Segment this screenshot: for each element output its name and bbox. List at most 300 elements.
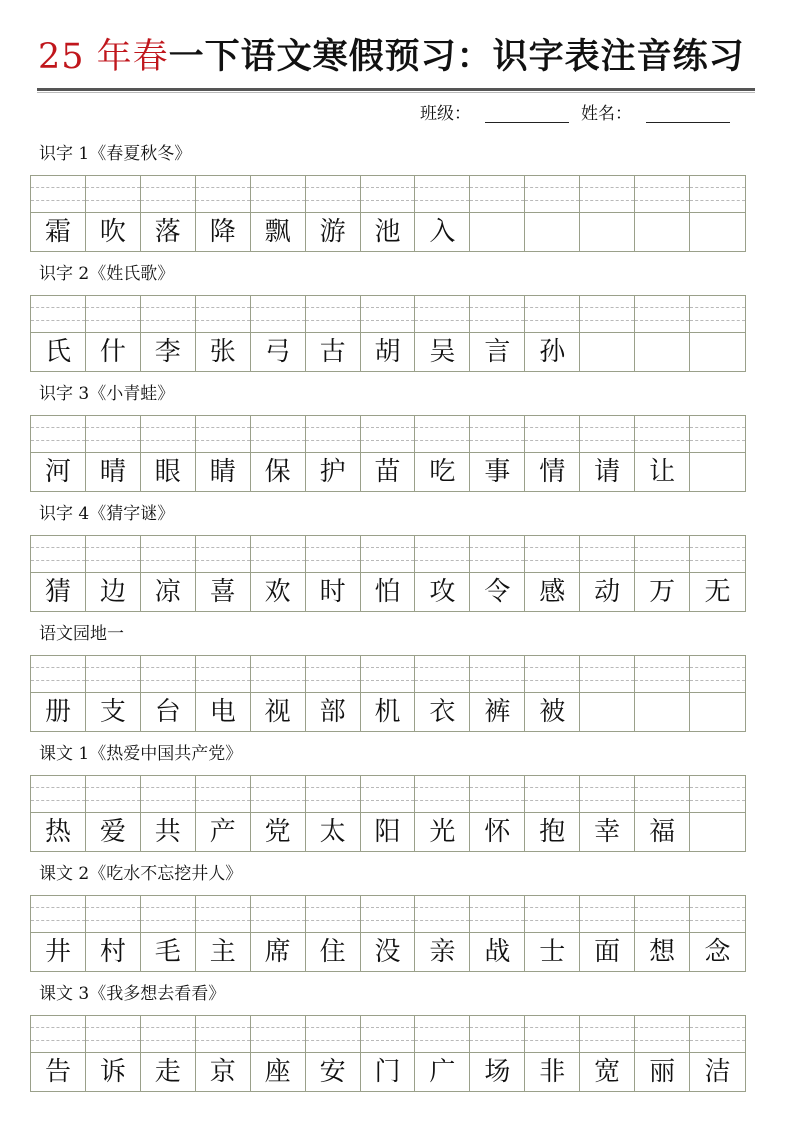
- grid-cell: [306, 1016, 361, 1091]
- pinyin-writing-area[interactable]: [580, 536, 634, 573]
- grid-cell: [251, 1016, 306, 1091]
- hanzi-character: 霜: [44, 217, 71, 247]
- hanzi-character: [690, 333, 745, 371]
- grid-cell: [306, 896, 361, 971]
- grid-cell: [86, 416, 141, 491]
- grid-cell: [361, 896, 416, 971]
- pinyin-writing-area[interactable]: [251, 1016, 305, 1053]
- grid-cell: [306, 776, 361, 851]
- hanzi-character: 毛: [154, 937, 181, 967]
- pinyin-grid: [30, 655, 746, 732]
- grid-cell: [580, 296, 635, 371]
- grid-cell: [196, 1016, 251, 1091]
- grid-cell: [361, 416, 416, 491]
- hanzi-character: 热: [44, 817, 71, 847]
- pinyin-writing-area[interactable]: [31, 296, 85, 333]
- grid-cell: [196, 176, 251, 251]
- pinyin-writing-area[interactable]: [635, 416, 689, 453]
- grid-cell: [251, 176, 306, 251]
- hanzi-character: [580, 333, 634, 371]
- pinyin-writing-area[interactable]: [141, 296, 195, 333]
- grid-cell: [580, 896, 635, 971]
- hanzi-character: 座: [264, 1057, 291, 1087]
- pinyin-writing-area[interactable]: [86, 656, 140, 693]
- pinyin-writing-area[interactable]: [361, 416, 415, 453]
- grid-cell: [141, 176, 196, 251]
- pinyin-writing-area[interactable]: [690, 176, 745, 213]
- grid-cell: [690, 656, 745, 731]
- pinyin-writing-area[interactable]: [525, 536, 579, 573]
- hanzi-character: 喜: [209, 577, 236, 607]
- grid-cell: [306, 656, 361, 731]
- grid-cell: [141, 776, 196, 851]
- grid-cell: [635, 536, 690, 611]
- pinyin-writing-area[interactable]: [470, 656, 524, 693]
- pinyin-writing-area[interactable]: [525, 776, 579, 813]
- pinyin-writing-area[interactable]: [690, 296, 745, 333]
- hanzi-character: 吃: [429, 457, 456, 487]
- class-field[interactable]: [485, 104, 569, 123]
- pinyin-writing-area[interactable]: [415, 416, 469, 453]
- pinyin-writing-area[interactable]: [635, 776, 689, 813]
- hanzi-character: 非: [539, 1057, 566, 1087]
- hanzi-character: [690, 813, 745, 851]
- section-label: 识字 3《小青蛙》: [39, 384, 175, 404]
- pinyin-writing-area[interactable]: [251, 776, 305, 813]
- hanzi-character: 部: [319, 697, 346, 727]
- grid-cell: [525, 776, 580, 851]
- hanzi-character: 诉: [99, 1057, 126, 1087]
- hanzi-character: 边: [99, 577, 126, 607]
- grid-cell: [31, 1016, 86, 1091]
- pinyin-writing-area[interactable]: [196, 896, 250, 933]
- pinyin-writing-area[interactable]: [415, 656, 469, 693]
- hanzi-character: 支: [99, 697, 126, 727]
- pinyin-writing-area[interactable]: [635, 1016, 689, 1053]
- pinyin-writing-area[interactable]: [525, 416, 579, 453]
- grid-cell: [141, 416, 196, 491]
- grid-cell: [31, 176, 86, 251]
- pinyin-writing-area[interactable]: [31, 896, 85, 933]
- hanzi-character: [580, 693, 634, 731]
- grid-cell: [470, 776, 525, 851]
- grid-cell: [251, 656, 306, 731]
- pinyin-writing-area[interactable]: [196, 1016, 250, 1053]
- hanzi-character: 面: [594, 937, 621, 967]
- grid-cell: [196, 536, 251, 611]
- hanzi-character: 被: [539, 697, 566, 727]
- pinyin-writing-area[interactable]: [196, 176, 250, 213]
- pinyin-writing-area[interactable]: [470, 896, 524, 933]
- grid-cell: [635, 1016, 690, 1091]
- pinyin-grid: [30, 295, 746, 372]
- grid-cell: [31, 776, 86, 851]
- hanzi-character: 张: [209, 337, 236, 367]
- grid-cell: [306, 416, 361, 491]
- practice-section: [30, 623, 746, 743]
- grid-cell: [690, 296, 745, 371]
- pinyin-writing-area[interactable]: [86, 776, 140, 813]
- hanzi-character: 门: [374, 1057, 401, 1087]
- pinyin-writing-area[interactable]: [361, 896, 415, 933]
- practice-section: [30, 743, 746, 863]
- hanzi-character: 怕: [374, 577, 401, 607]
- hanzi-character: 睛: [209, 457, 236, 487]
- grid-cell: [525, 176, 580, 251]
- section-label: 语文园地一: [39, 624, 124, 644]
- pinyin-writing-area[interactable]: [196, 296, 250, 333]
- hanzi-character: 请: [594, 457, 621, 487]
- grid-cell: [86, 896, 141, 971]
- hanzi-character: [580, 213, 634, 251]
- grid-cell: [31, 536, 86, 611]
- pinyin-writing-area[interactable]: [361, 656, 415, 693]
- pinyin-writing-area[interactable]: [306, 416, 360, 453]
- pinyin-writing-area[interactable]: [525, 176, 579, 213]
- grid-cell: [141, 1016, 196, 1091]
- pinyin-writing-area[interactable]: [470, 176, 524, 213]
- grid-cell: [251, 536, 306, 611]
- grid-cell: [196, 776, 251, 851]
- pinyin-writing-area[interactable]: [415, 296, 469, 333]
- grid-cell: [251, 896, 306, 971]
- grid-cell: [525, 656, 580, 731]
- pinyin-writing-area[interactable]: [525, 656, 579, 693]
- grid-cell: [361, 776, 416, 851]
- pinyin-writing-area[interactable]: [251, 296, 305, 333]
- grid-cell: [690, 776, 745, 851]
- hanzi-character: 席: [264, 937, 291, 967]
- grid-cell: [525, 896, 580, 971]
- grid-cell: [580, 1016, 635, 1091]
- hanzi-character: 保: [264, 457, 291, 487]
- grid-cell: [415, 656, 470, 731]
- pinyin-writing-area[interactable]: [525, 896, 579, 933]
- pinyin-writing-area[interactable]: [251, 656, 305, 693]
- pinyin-writing-area[interactable]: [306, 776, 360, 813]
- pinyin-writing-area[interactable]: [141, 896, 195, 933]
- grid-cell: [415, 176, 470, 251]
- pinyin-writing-area[interactable]: [470, 1016, 524, 1053]
- pinyin-writing-area[interactable]: [361, 176, 415, 213]
- grid-cell: [690, 536, 745, 611]
- grid-cell: [31, 416, 86, 491]
- pinyin-writing-area[interactable]: [525, 296, 579, 333]
- pinyin-writing-area[interactable]: [86, 896, 140, 933]
- pinyin-writing-area[interactable]: [251, 416, 305, 453]
- grid-cell: [525, 536, 580, 611]
- pinyin-writing-area[interactable]: [470, 296, 524, 333]
- pinyin-writing-area[interactable]: [251, 896, 305, 933]
- hanzi-character: 河: [44, 457, 71, 487]
- pinyin-writing-area[interactable]: [415, 896, 469, 933]
- hanzi-character: 猜: [44, 577, 71, 607]
- hanzi-character: 村: [99, 937, 126, 967]
- pinyin-writing-area[interactable]: [690, 776, 745, 813]
- hanzi-character: 井: [44, 937, 71, 967]
- pinyin-writing-area[interactable]: [525, 1016, 579, 1053]
- hanzi-character: 孙: [539, 337, 566, 367]
- pinyin-writing-area[interactable]: [141, 536, 195, 573]
- grid-cell: [86, 1016, 141, 1091]
- pinyin-writing-area[interactable]: [86, 416, 140, 453]
- hanzi-character: 弓: [264, 337, 291, 367]
- grid-cell: [470, 296, 525, 371]
- grid-cell: [470, 896, 525, 971]
- grid-cell: [86, 176, 141, 251]
- pinyin-writing-area[interactable]: [86, 296, 140, 333]
- pinyin-writing-area[interactable]: [635, 896, 689, 933]
- hanzi-character: 抱: [539, 817, 566, 847]
- hanzi-character: 怀: [484, 817, 511, 847]
- class-label: 班级：: [420, 104, 471, 124]
- pinyin-writing-area[interactable]: [31, 656, 85, 693]
- pinyin-writing-area[interactable]: [361, 776, 415, 813]
- hanzi-character: 欢: [264, 577, 291, 607]
- grid-cell: [415, 896, 470, 971]
- hanzi-character: 视: [264, 697, 291, 727]
- hanzi-character: 令: [484, 577, 511, 607]
- hanzi-character: 落: [154, 217, 181, 247]
- hanzi-character: 产: [209, 817, 236, 847]
- pinyin-writing-area[interactable]: [31, 416, 85, 453]
- hanzi-character: 念: [704, 937, 731, 967]
- hanzi-character: 册: [44, 697, 71, 727]
- hanzi-character: 幸: [594, 817, 621, 847]
- grid-cell: [635, 776, 690, 851]
- grid-cell: [196, 656, 251, 731]
- grid-cell: [580, 776, 635, 851]
- pinyin-writing-area[interactable]: [361, 536, 415, 573]
- title-divider: [37, 88, 755, 91]
- hanzi-character: 丽: [649, 1057, 676, 1087]
- pinyin-writing-area[interactable]: [690, 1016, 745, 1053]
- hanzi-character: 晴: [99, 457, 126, 487]
- pinyin-writing-area[interactable]: [306, 896, 360, 933]
- pinyin-writing-area[interactable]: [690, 416, 745, 453]
- pinyin-writing-area[interactable]: [306, 536, 360, 573]
- practice-section: [30, 983, 746, 1103]
- pinyin-writing-area[interactable]: [31, 536, 85, 573]
- pinyin-writing-area[interactable]: [196, 656, 250, 693]
- grid-cell: [31, 296, 86, 371]
- hanzi-character: 电: [209, 697, 236, 727]
- pinyin-grid: [30, 175, 746, 252]
- pinyin-writing-area[interactable]: [580, 656, 634, 693]
- pinyin-writing-area[interactable]: [635, 656, 689, 693]
- grid-cell: [580, 536, 635, 611]
- hanzi-character: 飘: [264, 217, 291, 247]
- hanzi-character: 京: [209, 1057, 236, 1087]
- pinyin-writing-area[interactable]: [580, 1016, 634, 1053]
- hanzi-character: 想: [649, 937, 676, 967]
- hanzi-character: 降: [209, 217, 236, 247]
- hanzi-character: 凉: [154, 577, 181, 607]
- pinyin-writing-area[interactable]: [361, 1016, 415, 1053]
- hanzi-character: 衣: [429, 697, 456, 727]
- grid-cell: [251, 776, 306, 851]
- pinyin-writing-area[interactable]: [580, 896, 634, 933]
- pinyin-writing-area[interactable]: [635, 296, 689, 333]
- name-field[interactable]: [646, 104, 730, 123]
- grid-cell: [415, 536, 470, 611]
- pinyin-writing-area[interactable]: [251, 176, 305, 213]
- pinyin-writing-area[interactable]: [470, 776, 524, 813]
- title-main: 一下语文寒假预习：识字表注音练习: [168, 36, 745, 77]
- pinyin-writing-area[interactable]: [415, 176, 469, 213]
- hanzi-character: 什: [99, 337, 126, 367]
- grid-cell: [690, 1016, 745, 1091]
- pinyin-writing-area[interactable]: [690, 656, 745, 693]
- hanzi-character: 吹: [99, 217, 126, 247]
- hanzi-character: 主: [209, 937, 236, 967]
- grid-cell: [525, 416, 580, 491]
- hanzi-character: 游: [319, 217, 346, 247]
- hanzi-character: 安: [319, 1057, 346, 1087]
- pinyin-writing-area[interactable]: [690, 536, 745, 573]
- practice-section: [30, 863, 746, 983]
- hanzi-character: 党: [264, 817, 291, 847]
- hanzi-character: 事: [484, 457, 511, 487]
- grid-cell: [415, 416, 470, 491]
- hanzi-character: 阳: [374, 817, 401, 847]
- section-label: 识字 2《姓氏歌》: [39, 264, 175, 284]
- pinyin-writing-area[interactable]: [86, 176, 140, 213]
- hanzi-character: 无: [704, 577, 731, 607]
- hanzi-character: 走: [154, 1057, 181, 1087]
- pinyin-writing-area[interactable]: [361, 296, 415, 333]
- hanzi-character: 宽: [594, 1057, 621, 1087]
- pinyin-writing-area[interactable]: [635, 176, 689, 213]
- pinyin-writing-area[interactable]: [415, 1016, 469, 1053]
- hanzi-character: 广: [429, 1057, 456, 1087]
- hanzi-character: 攻: [429, 577, 456, 607]
- pinyin-writing-area[interactable]: [580, 176, 634, 213]
- pinyin-writing-area[interactable]: [415, 776, 469, 813]
- hanzi-character: 护: [319, 457, 346, 487]
- name-label: 姓名：: [581, 104, 632, 124]
- grid-cell: [470, 176, 525, 251]
- grid-cell: [361, 656, 416, 731]
- hanzi-character: 吴: [429, 337, 456, 367]
- pinyin-writing-area[interactable]: [196, 536, 250, 573]
- pinyin-writing-area[interactable]: [251, 536, 305, 573]
- grid-cell: [361, 296, 416, 371]
- hanzi-character: 情: [539, 457, 566, 487]
- grid-cell: [306, 536, 361, 611]
- grid-cell: [470, 536, 525, 611]
- pinyin-writing-area[interactable]: [690, 896, 745, 933]
- pinyin-grid: [30, 415, 746, 492]
- practice-section: [30, 503, 746, 623]
- pinyin-writing-area[interactable]: [470, 416, 524, 453]
- grid-cell: [415, 1016, 470, 1091]
- pinyin-writing-area[interactable]: [306, 1016, 360, 1053]
- grid-cell: [31, 896, 86, 971]
- pinyin-grid: [30, 775, 746, 852]
- hanzi-character: 爱: [99, 817, 126, 847]
- hanzi-character: 氏: [44, 337, 71, 367]
- grid-cell: [141, 536, 196, 611]
- section-label: 识字 1《春夏秋冬》: [39, 144, 192, 164]
- pinyin-grid: [30, 895, 746, 972]
- practice-section: [30, 263, 746, 383]
- hanzi-character: 告: [44, 1057, 71, 1087]
- hanzi-character: 苗: [374, 457, 401, 487]
- grid-cell: [635, 176, 690, 251]
- hanzi-character: 洁: [704, 1057, 731, 1087]
- pinyin-writing-area[interactable]: [141, 176, 195, 213]
- pinyin-writing-area[interactable]: [580, 776, 634, 813]
- hanzi-character: 没: [374, 937, 401, 967]
- grid-cell: [196, 896, 251, 971]
- pinyin-writing-area[interactable]: [141, 776, 195, 813]
- hanzi-character: 战: [484, 937, 511, 967]
- grid-cell: [31, 656, 86, 731]
- pinyin-writing-area[interactable]: [470, 536, 524, 573]
- grid-cell: [470, 656, 525, 731]
- hanzi-character: 光: [429, 817, 456, 847]
- pinyin-writing-area[interactable]: [141, 416, 195, 453]
- pinyin-writing-area[interactable]: [86, 1016, 140, 1053]
- grid-cell: [690, 416, 745, 491]
- hanzi-character: [525, 213, 579, 251]
- grid-cell: [635, 416, 690, 491]
- hanzi-character: 李: [154, 337, 181, 367]
- pinyin-writing-area[interactable]: [86, 536, 140, 573]
- pinyin-writing-area[interactable]: [141, 1016, 195, 1053]
- hanzi-character: [470, 213, 524, 251]
- pinyin-writing-area[interactable]: [31, 1016, 85, 1053]
- student-info: [420, 101, 730, 127]
- page-title: [38, 33, 758, 81]
- grid-cell: [86, 776, 141, 851]
- pinyin-writing-area[interactable]: [196, 416, 250, 453]
- grid-cell: [690, 176, 745, 251]
- hanzi-character: 入: [429, 217, 456, 247]
- grid-cell: [361, 176, 416, 251]
- hanzi-character: 古: [319, 337, 346, 367]
- hanzi-character: 万: [649, 577, 676, 607]
- pinyin-writing-area[interactable]: [306, 296, 360, 333]
- grid-cell: [635, 656, 690, 731]
- pinyin-writing-area[interactable]: [141, 656, 195, 693]
- pinyin-writing-area[interactable]: [635, 536, 689, 573]
- grid-cell: [525, 1016, 580, 1091]
- pinyin-writing-area[interactable]: [415, 536, 469, 573]
- section-label: 识字 4《猜字谜》: [39, 504, 175, 524]
- pinyin-writing-area[interactable]: [31, 776, 85, 813]
- hanzi-character: 士: [539, 937, 566, 967]
- title-highlight: 25 年春: [38, 37, 169, 77]
- hanzi-character: [690, 453, 745, 491]
- pinyin-writing-area[interactable]: [306, 656, 360, 693]
- grid-cell: [361, 1016, 416, 1091]
- hanzi-character: [690, 693, 745, 731]
- pinyin-writing-area[interactable]: [31, 176, 85, 213]
- hanzi-character: 裤: [484, 697, 511, 727]
- pinyin-writing-area[interactable]: [580, 296, 634, 333]
- pinyin-writing-area[interactable]: [580, 416, 634, 453]
- grid-cell: [141, 896, 196, 971]
- pinyin-writing-area[interactable]: [196, 776, 250, 813]
- grid-cell: [580, 656, 635, 731]
- grid-cell: [580, 176, 635, 251]
- grid-cell: [306, 296, 361, 371]
- pinyin-writing-area[interactable]: [306, 176, 360, 213]
- hanzi-character: [635, 333, 689, 371]
- grid-cell: [196, 416, 251, 491]
